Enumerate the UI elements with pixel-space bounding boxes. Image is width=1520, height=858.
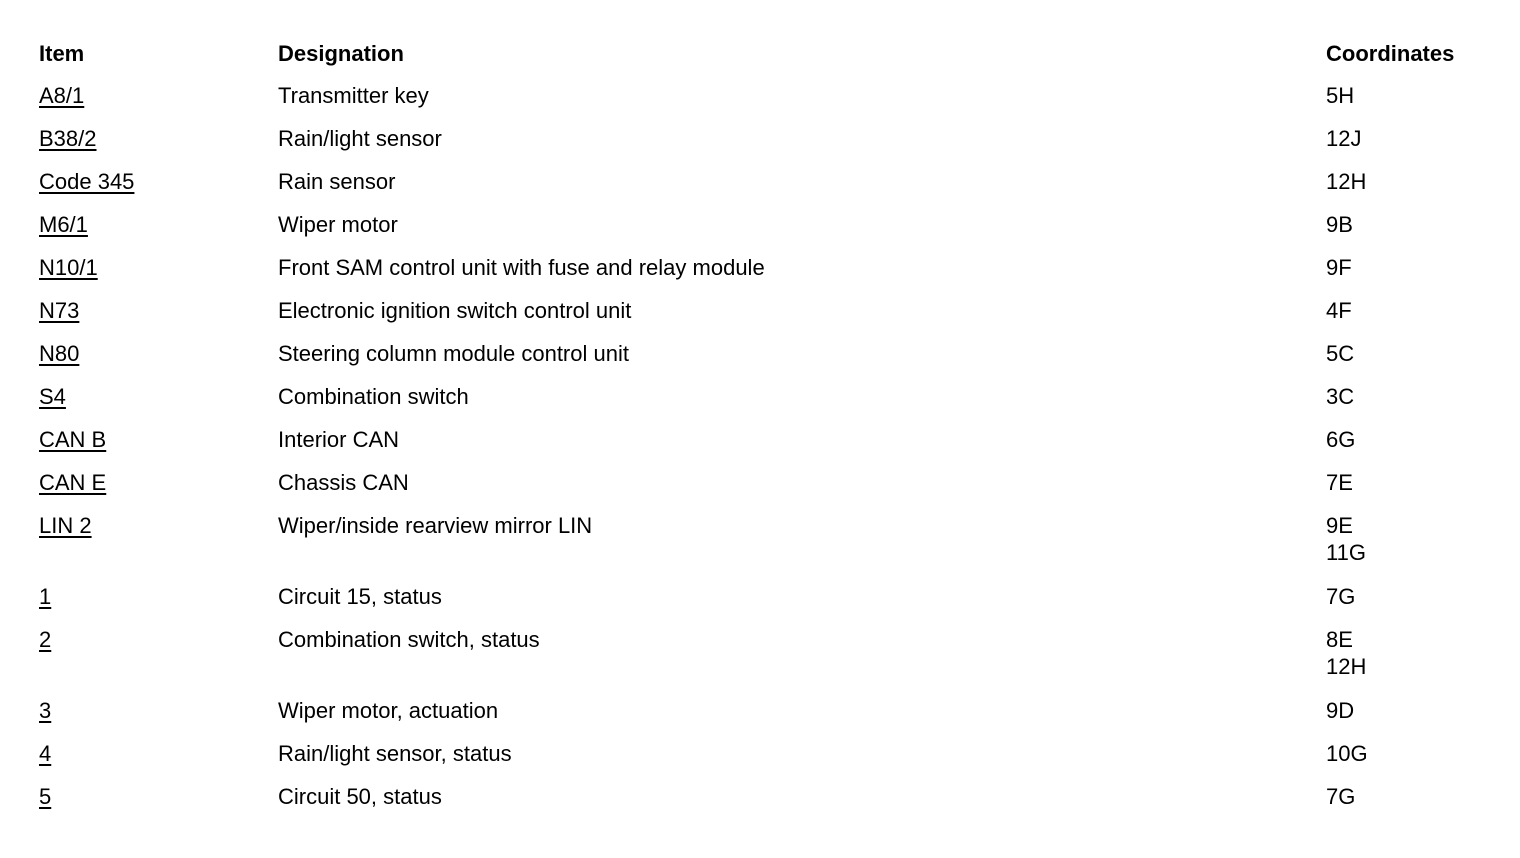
designation-cell: Combination switch — [278, 384, 469, 409]
coordinate-value: 7G — [1326, 584, 1356, 609]
item-link[interactable]: Code 345 — [39, 169, 135, 194]
item-link[interactable]: N10/1 — [39, 255, 98, 280]
item-cell — [39, 426, 269, 453]
item-link[interactable]: 2 — [39, 627, 52, 652]
designation-cell: Circuit 15, status — [278, 584, 442, 609]
table-row — [39, 211, 1479, 254]
table-row — [39, 783, 1479, 826]
table-header-row — [39, 40, 1479, 82]
coordinates-cell — [1326, 168, 1476, 195]
item-cell — [39, 469, 269, 496]
item-link[interactable]: N80 — [39, 341, 80, 366]
item-cell — [39, 297, 269, 324]
item-link[interactable]: CAN B — [39, 427, 107, 452]
coordinate-value: 12H — [1326, 169, 1367, 194]
table-row — [39, 297, 1479, 340]
designation-cell: Circuit 50, status — [278, 784, 442, 809]
table-body — [39, 82, 1479, 826]
coordinate-value: 12J — [1326, 126, 1362, 151]
designation-cell: Interior CAN — [278, 427, 400, 452]
item-link[interactable]: M6/1 — [39, 212, 88, 237]
coordinate-value: 9B — [1326, 212, 1353, 237]
item-cell — [39, 783, 269, 810]
coordinates-cell — [1326, 626, 1476, 680]
coordinate-value: 9D — [1326, 698, 1355, 723]
designation-column-header: Designation — [278, 41, 404, 66]
item-link[interactable]: 5 — [39, 784, 52, 809]
item-column-header: Item — [39, 41, 85, 66]
item-cell — [39, 583, 269, 610]
table-row — [39, 82, 1479, 125]
coordinates-cell — [1326, 340, 1476, 367]
designation-cell: Wiper motor — [278, 212, 398, 237]
designation-cell: Transmitter key — [278, 83, 429, 108]
coordinates-cell — [1326, 740, 1476, 767]
coordinate-value: 3C — [1326, 384, 1355, 409]
coordinate-value: 12H — [1326, 654, 1367, 679]
table-row — [39, 426, 1479, 469]
item-cell — [39, 254, 269, 281]
designation-cell: Chassis CAN — [278, 470, 409, 495]
item-link[interactable]: A8/1 — [39, 83, 85, 108]
coordinate-value: 9F — [1326, 255, 1352, 280]
table-row — [39, 254, 1479, 297]
item-link[interactable]: 3 — [39, 698, 52, 723]
table-row — [39, 583, 1479, 626]
coordinates-cell — [1326, 254, 1476, 281]
coordinate-value: 9E — [1326, 513, 1353, 538]
legend-table — [39, 40, 1479, 826]
table-row — [39, 512, 1479, 583]
coordinate-value: 11G — [1326, 540, 1366, 565]
table-row — [39, 340, 1479, 383]
coordinate-value: 7E — [1326, 470, 1353, 495]
table-row — [39, 626, 1479, 697]
item-link[interactable]: B38/2 — [39, 126, 97, 151]
coordinates-cell — [1326, 426, 1476, 453]
item-link[interactable]: 1 — [39, 584, 52, 609]
coordinates-column-header: Coordinates — [1326, 41, 1455, 66]
coordinates-cell — [1326, 783, 1476, 810]
coordinates-cell — [1326, 469, 1476, 496]
coordinate-value: 5C — [1326, 341, 1355, 366]
table-row — [39, 383, 1479, 426]
item-cell — [39, 383, 269, 410]
coordinates-cell — [1326, 512, 1476, 566]
item-link[interactable]: 4 — [39, 741, 52, 766]
designation-cell: Rain/light sensor — [278, 126, 442, 151]
item-link[interactable]: S4 — [39, 384, 66, 409]
designation-cell: Wiper motor, actuation — [278, 698, 499, 723]
item-link[interactable]: LIN 2 — [39, 513, 92, 538]
item-cell — [39, 340, 269, 367]
designation-cell: Steering column module control unit — [278, 341, 629, 366]
item-cell — [39, 125, 269, 152]
item-link[interactable]: N73 — [39, 298, 80, 323]
coordinate-value: 4F — [1326, 298, 1352, 323]
table-row — [39, 469, 1479, 512]
coordinate-value: 6G — [1326, 427, 1356, 452]
table-row — [39, 168, 1479, 211]
coordinate-value: 7G — [1326, 784, 1356, 809]
item-cell — [39, 82, 269, 109]
designation-cell: Front SAM control unit with fuse and relay module — [278, 255, 765, 280]
table-row — [39, 125, 1479, 168]
coordinates-cell — [1326, 383, 1476, 410]
table-row — [39, 740, 1479, 783]
table-row — [39, 697, 1479, 740]
item-cell — [39, 626, 269, 653]
item-cell — [39, 211, 269, 238]
coordinates-cell — [1326, 297, 1476, 324]
designation-cell: Rain/light sensor, status — [278, 741, 512, 766]
designation-cell: Electronic ignition switch control unit — [278, 298, 632, 323]
coordinate-value: 5H — [1326, 83, 1355, 108]
coordinates-cell — [1326, 125, 1476, 152]
item-link[interactable]: CAN E — [39, 470, 107, 495]
item-cell — [39, 697, 269, 724]
coordinates-cell — [1326, 583, 1476, 610]
coordinates-cell — [1326, 697, 1476, 724]
item-cell — [39, 512, 269, 539]
item-cell — [39, 740, 269, 767]
coordinate-value: 8E — [1326, 627, 1353, 652]
designation-cell: Wiper/inside rearview mirror LIN — [278, 513, 593, 538]
coordinates-cell — [1326, 211, 1476, 238]
item-cell — [39, 168, 269, 195]
coordinate-value: 10G — [1326, 741, 1368, 766]
designation-cell: Combination switch, status — [278, 627, 540, 652]
coordinates-cell — [1326, 82, 1476, 109]
designation-cell: Rain sensor — [278, 169, 396, 194]
